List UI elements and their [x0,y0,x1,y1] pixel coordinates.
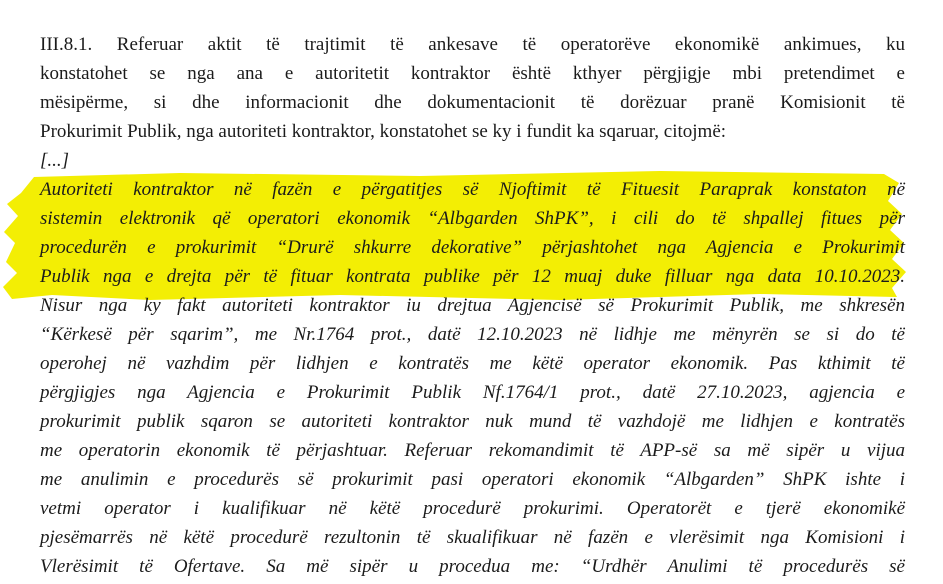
highlighted-line: Autoriteti kontraktor në fazën e përgatitjes së Njoftimit të Fituesit Paraprak konstaton në [40,179,905,200]
ellipsis-line: [...] [40,150,70,171]
document-line: prokurimit publik sqaron se autoriteti kontraktor nuk mund të vazhdojë me lidhjen e kontratës [40,411,905,432]
document-line: Nisur nga ky fakt autoriteti kontraktor iu drejtua Agjencisë së Prokurimit Publik, me shkresën [40,295,905,316]
document-line: “Kërkesë për sqarim”, me Nr.1764 prot., datë 12.10.2023 në lidhje me mënyrën se si do të [40,324,905,345]
document-line: Vlerësimit të Ofertave. Sa më sipër u procedua me: “Urdhër Anulimi të procedurës së [40,556,905,577]
document-line: Prokurimit Publik, nga autoriteti kontraktor, konstatohet se ky i fundit ka sqaruar, citojmë: [40,121,727,142]
document-line: me operatorin ekonomik të përjashtuar. Referuar rekomandimit të APP-së sa më sipër u vijua [40,440,905,461]
document-line: operohej në vazhdim për lidhjen e kontratës me këtë operator ekonomik. Pas kthimit të [40,353,905,374]
highlighted-line: sistemin elektronik që operatori ekonomik “Albgarden ShPK”, i cili do të shpallej fitues për [40,208,905,229]
document-line: me anulimin e procedurës së prokurimit pasi operatori ekonomik “Albgarden” ShPK ishte i [40,469,905,490]
paragraph-intro [40,30,905,146]
document-line: përgjigjes nga Agjencia e Prokurimit Publik Nf.1764/1 prot., datë 27.10.2023, agjencia e [40,382,905,403]
document-line: vetmi operator i kualifikuar në këtë procedurë prokurimi. Operatorët e tjerë ekonomikë [40,498,905,519]
quoted-passage [40,175,905,581]
document-line: konstatohet se nga ana e autoritetit kontraktor është kthyer përgjigje mbi pretendimet e [40,63,905,84]
highlighted-passage [40,175,905,291]
document-line: pjesëmarrës në këtë procedurë rezultonin të skualifikuar në fazën e vlerësimit nga Komisioni i [40,527,905,548]
document-line: mësipërme, si dhe informacionit dhe dokumentacionit të dorëzuar pranë Komisionit të [40,92,905,113]
highlighted-line: Publik nga e drejta për të fituar kontrata publike për 12 muaj duke filluar nga data 10.10.2023. [40,266,905,287]
highlighted-line: procedurën e prokurimit “Drurë shkurre dekorative” përjashtohet nga Agjencia e Prokurimit [40,237,905,258]
document-line: III.8.1. Referuar aktit të trajtimit të ankesave të operatorëve ekonomikë ankimues, ku [40,34,905,55]
